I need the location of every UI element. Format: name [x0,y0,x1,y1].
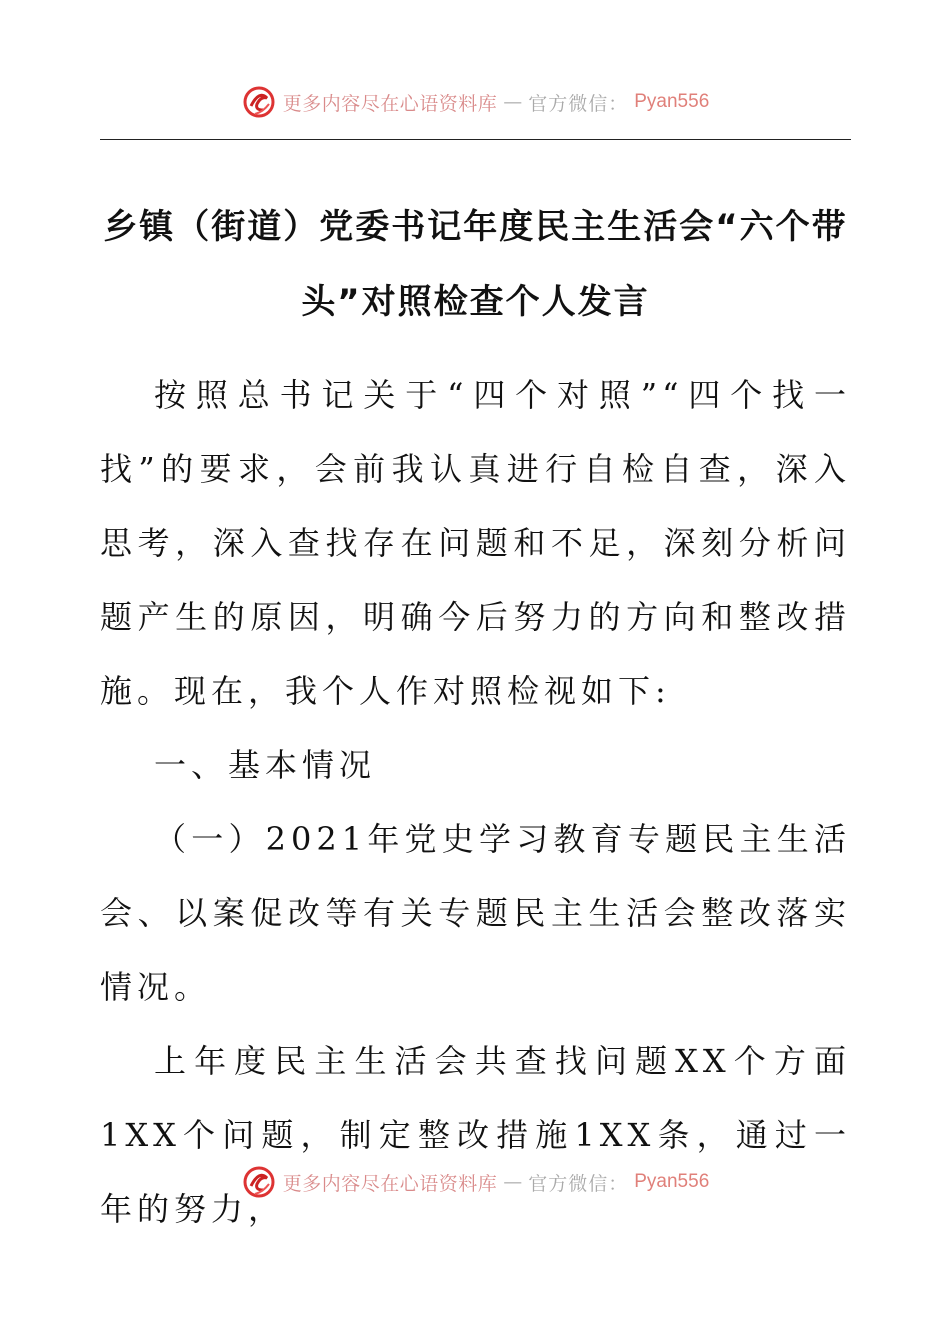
watermark-wechat-id: Pyan556 [634,91,710,112]
paragraph: （一）2021年党史学习教育专题民主生活会、以案促改等有关专题民主生活会整改落实情况。 [100,820,851,1006]
watermark-dash: — [503,91,523,113]
header-divider [100,139,851,140]
watermark-wechat-id: Pyan556 [634,1171,710,1192]
flame-swirl-logo-icon [241,1164,277,1200]
paragraph: 按照总书记关于“四个对照”“四个找一找”的要求，会前我认真进行自检自查，深入思考，深入查找存在问题和不足，深刻分析问题产生的原因，明确今后努力的方向和整改措施。现在，我个人作对照检视如下: [100,376,851,710]
watermark-left-text: 更多内容尽在心语资料库 [282,92,498,115]
flame-swirl-logo-icon [241,84,277,120]
document-title: 乡镇（街道）党委书记年度民主生活会“六个带头”对照检查个人发言 [103,207,848,322]
header-watermark [0,80,950,124]
watermark-dash: — [503,1171,523,1193]
watermark-right-text: 官方微信： [528,92,629,115]
watermark-right-text: 官方微信： [528,1172,629,1195]
watermark-left-text: 更多内容尽在心语资料库 [282,1172,498,1195]
footer-watermark [0,1160,950,1204]
section-heading: 一、基本情况 [154,746,377,784]
paragraph: 上年度民主生活会共查找问题XX个方面1XX个问题，制定整改措施1XX条，通过一年的努力， [100,1042,851,1228]
document-body [100,358,851,1246]
